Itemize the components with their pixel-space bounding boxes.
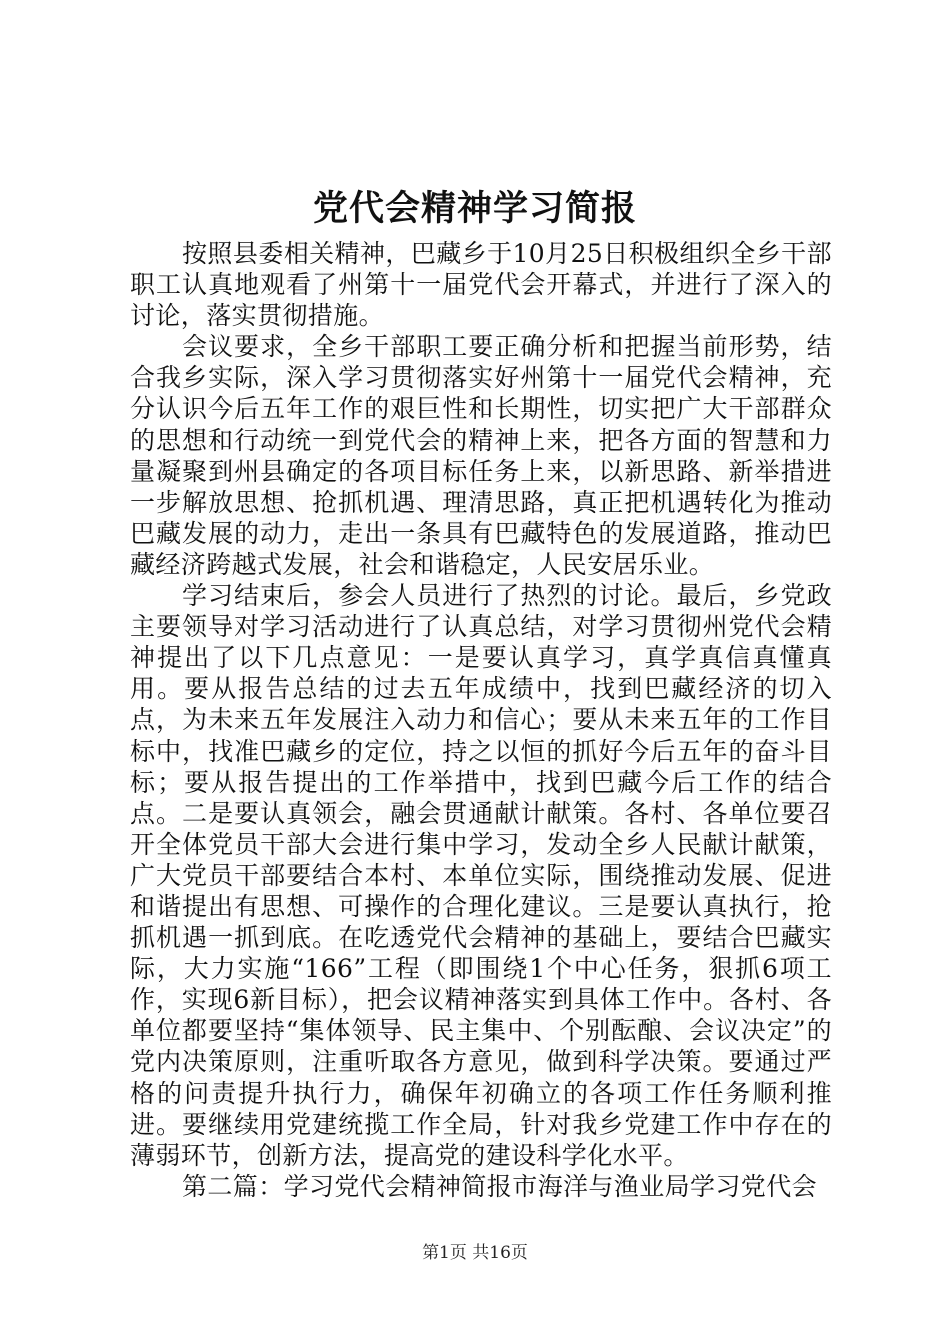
paragraph-2: 会议要求，全乡干部职工要正确分析和把握当前形势，结合我乡实际，深入学习贯彻落实好州第十一届党代会精神，充分认识今后五年工作的艰巨性和长期性，切实把广大干部群众的思想和行动统一到党代会的精神上来，把各方面的智慧和力量凝聚到州县确定的各项目标任务上来，以新思路、新举措进一步解放思想、抢抓机遇、理清思路，真正把机遇转化为推动巴藏发展的动力，走出一条具有巴藏特色的发展道路，推动巴藏经济跨越式发展，社会和谐稳定，人民安居乐业。 [130, 332, 832, 579]
document-body [130, 238, 832, 1202]
page-title: 党代会精神学习简报 [312, 188, 637, 229]
page-number: 第1页 共16页 [422, 1243, 528, 1263]
paragraph-1: 按照县委相关精神，巴藏乡于10月25日积极组织全乡干部职工认真地观看了州第十一届党代会开幕式，并进行了深入的讨论，落实贯彻措施。 [130, 239, 832, 331]
paragraph-4: 第二篇：学习党代会精神简报市海洋与渔业局学习党代会 [182, 1171, 818, 1201]
paragraph-3: 学习结束后，参会人员进行了热烈的讨论。最后，乡党政主要领导对学习活动进行了认真总结，对学习贯彻州党代会精神提出了以下几点意见：一是要认真学习，真学真信真懂真用。要从报告总结的过去五年成绩中，找到巴藏经济的切入点，为未来五年发展注入动力和信心；要从未来五年的工作目标中，找准巴藏乡的定位，持之以恒的抓好今后五年的奋斗目标；要从报告提出的工作举措中，找到巴藏今后工作的结合点。二是要认真领会，融会贯通献计献策。各村、各单位要召开全体党员干部大会进行集中学习，发动全乡人民献计献策，广大党员干部要结合本村、本单位实际，围绕推动发展、促进和谐提出有思想、可操作的合理化建议。三是要认真执行，抢抓机遇一抓到底。在吃透党代会精神的基础上，要结合巴藏实际，大力实施“166”工程（即围绕1个中心任务，狠抓6项工作，实现6新目标），把会议精神落实到具体工作中。各村、各单位都要坚持“集体领导、民主集中、个别酝酿、会议决定”的党内决策原则，注重听取各方意见，做到科学决策。要通过严格的问责提升执行力，确保年初确立的各项工作任务顺利推进。要继续用党建统揽工作全局，针对我乡党建工作中存在的薄弱环节，创新方法，提高党的建设科学化水平。 [130, 581, 832, 1170]
